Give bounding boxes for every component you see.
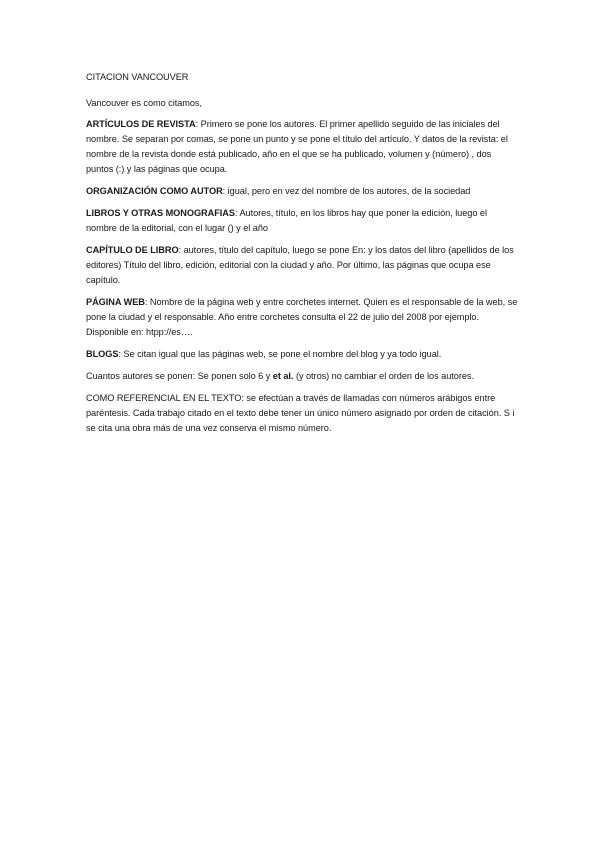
section-heading: ORGANIZACIÓN COMO AUTOR: [86, 186, 223, 196]
section-text: : Primero se pone los autores. El primer apellido seguido de las iniciales del nombre. Se separan por comas, se pone un punto y se pone el título del artículo. Y datos de la revista: el nombre de la revista donde está publicado, año en el que se ha publicado, volumen y (número) , dos puntos (:) y las páginas que ocupa.: [86, 119, 508, 174]
section-text: : igual, pero en vez del nombre de los autores, de la sociedad: [222, 186, 471, 196]
section-heading: PÁGINA WEB: [86, 297, 145, 307]
section-heading: CAPÍTULO DE LIBRO: [86, 245, 179, 255]
section-libros: [86, 206, 518, 236]
section-heading: LIBROS Y OTRAS MONOGRAFIAS: [86, 208, 235, 218]
section-articulos: [86, 117, 518, 177]
authors-note-etal: et al.: [272, 371, 294, 381]
section-text: : autores, título del capítulo, luego se pone En: y los datos del libro (apellidos de los editores) Título del libro, edición, editorial con la ciudad y año. Por último, las páginas que ocupa ese capítulo.: [86, 245, 514, 285]
section-text: : Nombre de la página web y entre corchetes internet. Quien es el responsable de la web, se pone la ciudad y el responsable. Año entre corchetes consulta el 22 de julio del 2008 por ejemplo. Disponible en: htpp://es….: [86, 297, 518, 337]
intro-text: Vancouver es como citamos,: [86, 98, 202, 108]
authors-note-after: (y otros) no cambiar el orden de los autores.: [293, 371, 474, 381]
section-blogs: [86, 347, 518, 362]
document-page: [86, 70, 518, 443]
authors-note-before: Cuantos autores se ponen: Se ponen solo 6 y: [86, 371, 273, 381]
section-capitulo: [86, 243, 518, 288]
section-text: : Autores, título, en los libros hay que poner la edición, luego el nombre de la editorial, con el lugar () y el año: [86, 208, 487, 233]
section-heading: BLOGS: [86, 349, 119, 359]
document-title: CITACION VANCOUVER: [86, 72, 189, 82]
closing-text: COMO REFERENCIAL EN EL TEXTO: se efectúan a través de llamadas con números arábigos entre paréntesis. Cada trabajo citado en el texto debe tener un único número asignado por orden de citación. S i se cita una obra más de una vez conserva el mismo número.: [86, 393, 515, 433]
authors-note: [86, 369, 518, 384]
section-text: : Se citan igual que las páginas web, se pone el nombre del blog y ya todo igual.: [118, 349, 442, 359]
section-organizacion: [86, 184, 518, 199]
section-pagina-web: [86, 295, 518, 340]
section-heading: ARTÍCULOS DE REVISTA: [86, 119, 196, 129]
